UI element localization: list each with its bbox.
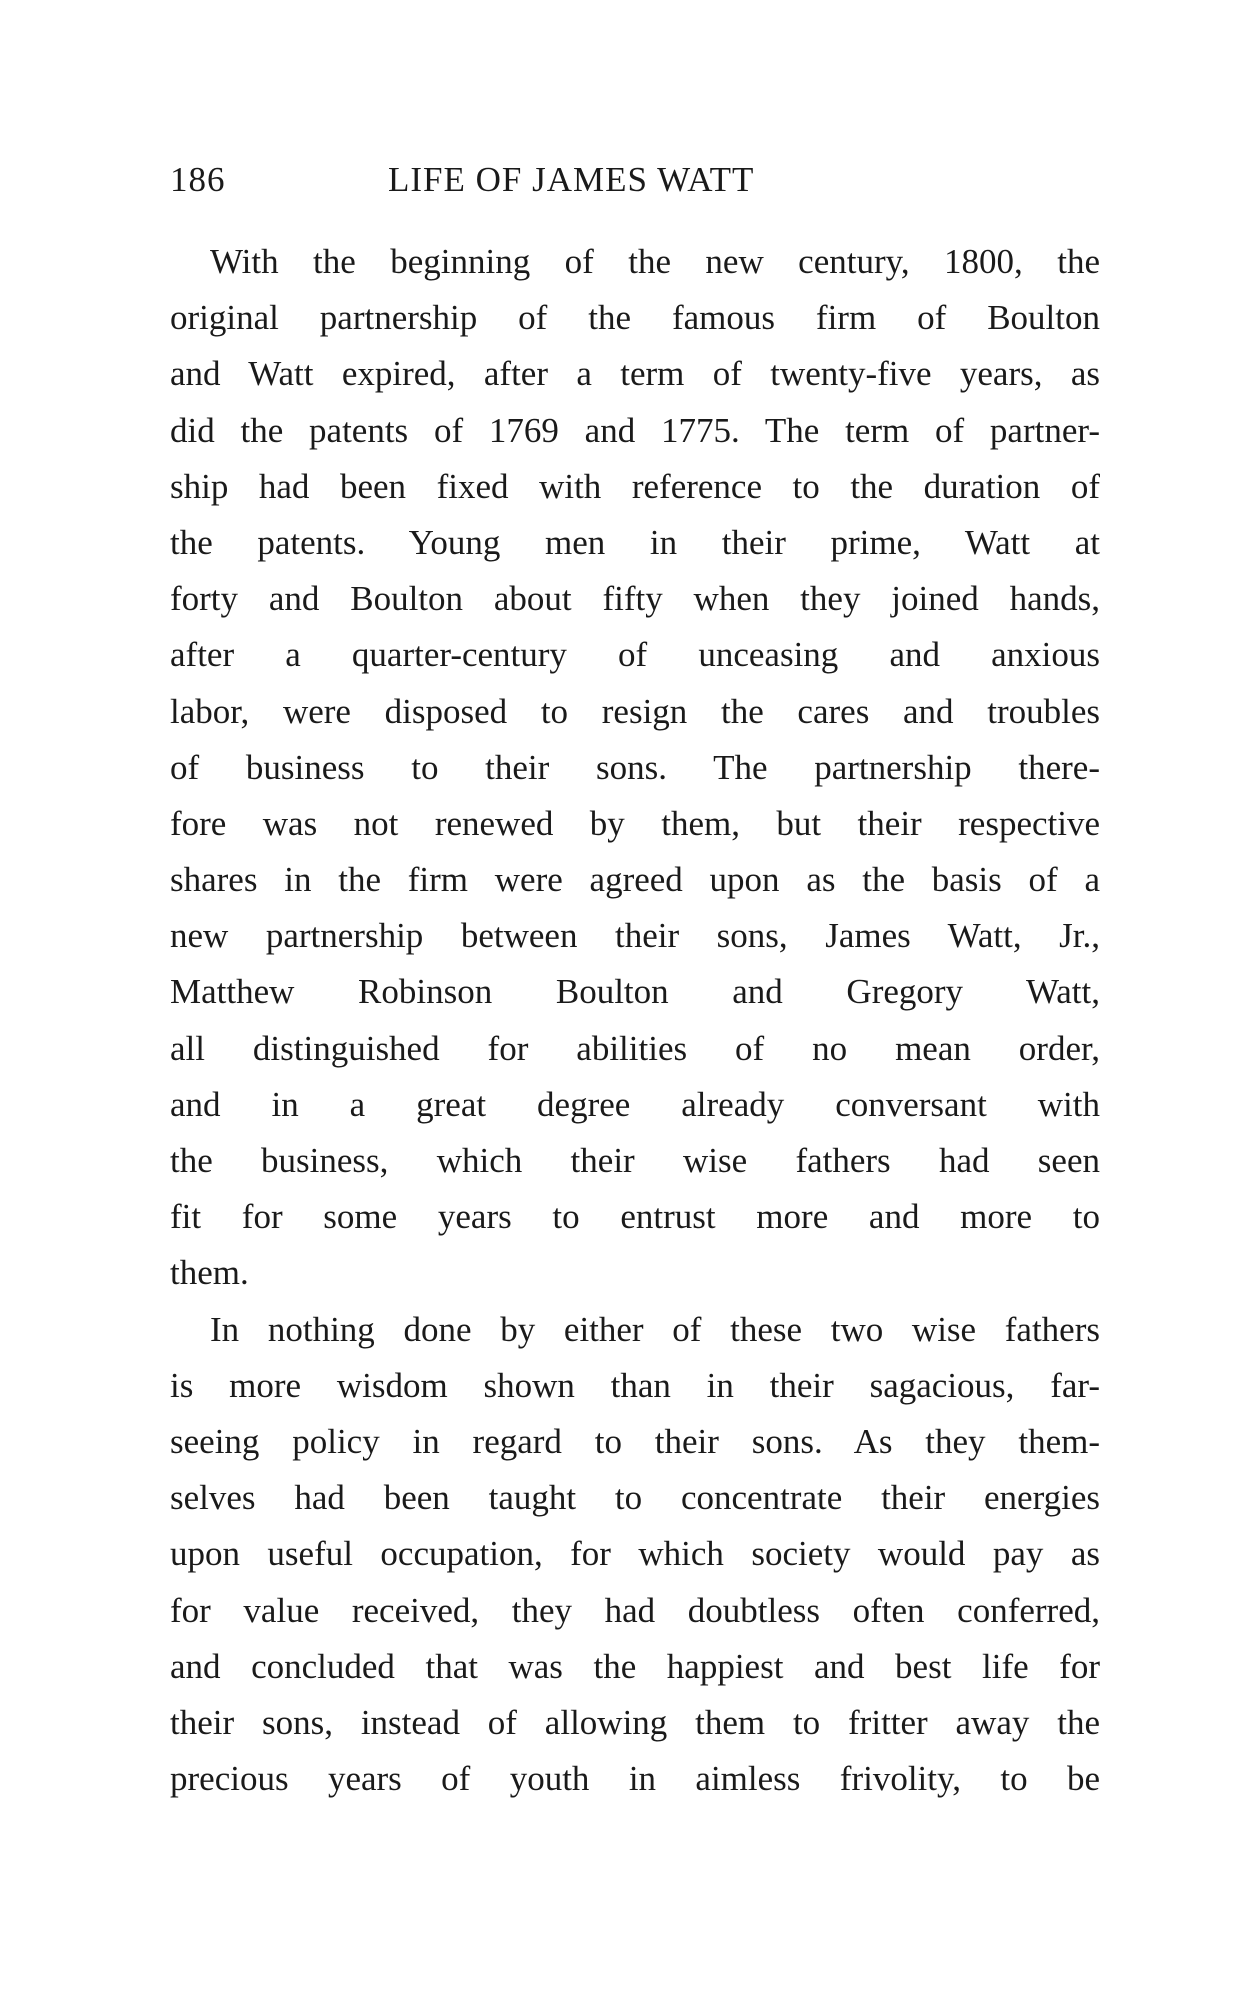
- text-line: new partnership between their sons, James Watt, Jr.,: [170, 916, 1100, 956]
- text-line: is more wisdom shown than in their sagacious, far-: [170, 1365, 1100, 1405]
- text-line: and Watt expired, after a term of twenty-five years, as: [170, 354, 1100, 394]
- text-line: shares in the firm were agreed upon as the basis of a: [170, 860, 1100, 900]
- text-line: fore was not renewed by them, but their respective: [170, 803, 1100, 843]
- text-line: precious years of youth in aimless frivolity, to be: [170, 1759, 1100, 1799]
- text-line: upon useful occupation, for which society would pay as: [170, 1534, 1100, 1574]
- running-head: [170, 150, 870, 210]
- text-line: their sons, instead of allowing them to fritter away the: [170, 1702, 1100, 1742]
- text-line: and in a great degree already conversant with: [170, 1084, 1100, 1124]
- text-line: of business to their sons. The partnership there-: [170, 747, 1100, 787]
- text-line: did the patents of 1769 and 1775. The term of partner-: [170, 410, 1100, 450]
- text-line: and concluded that was the happiest and best life for: [170, 1646, 1100, 1686]
- text-line: them.: [170, 1253, 249, 1293]
- text-line: labor, were disposed to resign the cares and troubles: [170, 691, 1100, 731]
- text-line: original partnership of the famous firm of Boulton: [170, 298, 1100, 338]
- text-line: With the beginning of the new century, 1800, the: [210, 242, 1100, 281]
- text-line: fit for some years to entrust more and more to: [170, 1197, 1100, 1237]
- text-line: Matthew Robinson Boulton and Gregory Watt,: [170, 972, 1100, 1012]
- text-line: all distinguished for abilities of no mean order,: [170, 1028, 1100, 1068]
- body-text: [170, 234, 1100, 1807]
- text-line: In nothing done by either of these two wise fathers: [210, 1309, 1100, 1349]
- running-title: LIFE OF JAMES WATT: [388, 160, 755, 199]
- text-line: seeing policy in regard to their sons. As they them-: [170, 1421, 1100, 1461]
- page-number: 186: [170, 160, 226, 199]
- text-line: selves had been taught to concentrate their energies: [170, 1478, 1100, 1518]
- text-line: the patents. Young men in their prime, Watt at: [170, 522, 1100, 562]
- text-line: for value received, they had doubtless often conferred,: [170, 1590, 1100, 1630]
- paragraph: [170, 234, 1100, 1302]
- paragraph: [170, 1302, 1100, 1808]
- text-line: after a quarter-century of unceasing and anxious: [170, 635, 1100, 675]
- text-line: ship had been fixed with reference to the duration of: [170, 466, 1100, 506]
- text-line: the business, which their wise fathers had seen: [170, 1141, 1100, 1180]
- text-line: forty and Boulton about fifty when they joined hands,: [170, 579, 1100, 619]
